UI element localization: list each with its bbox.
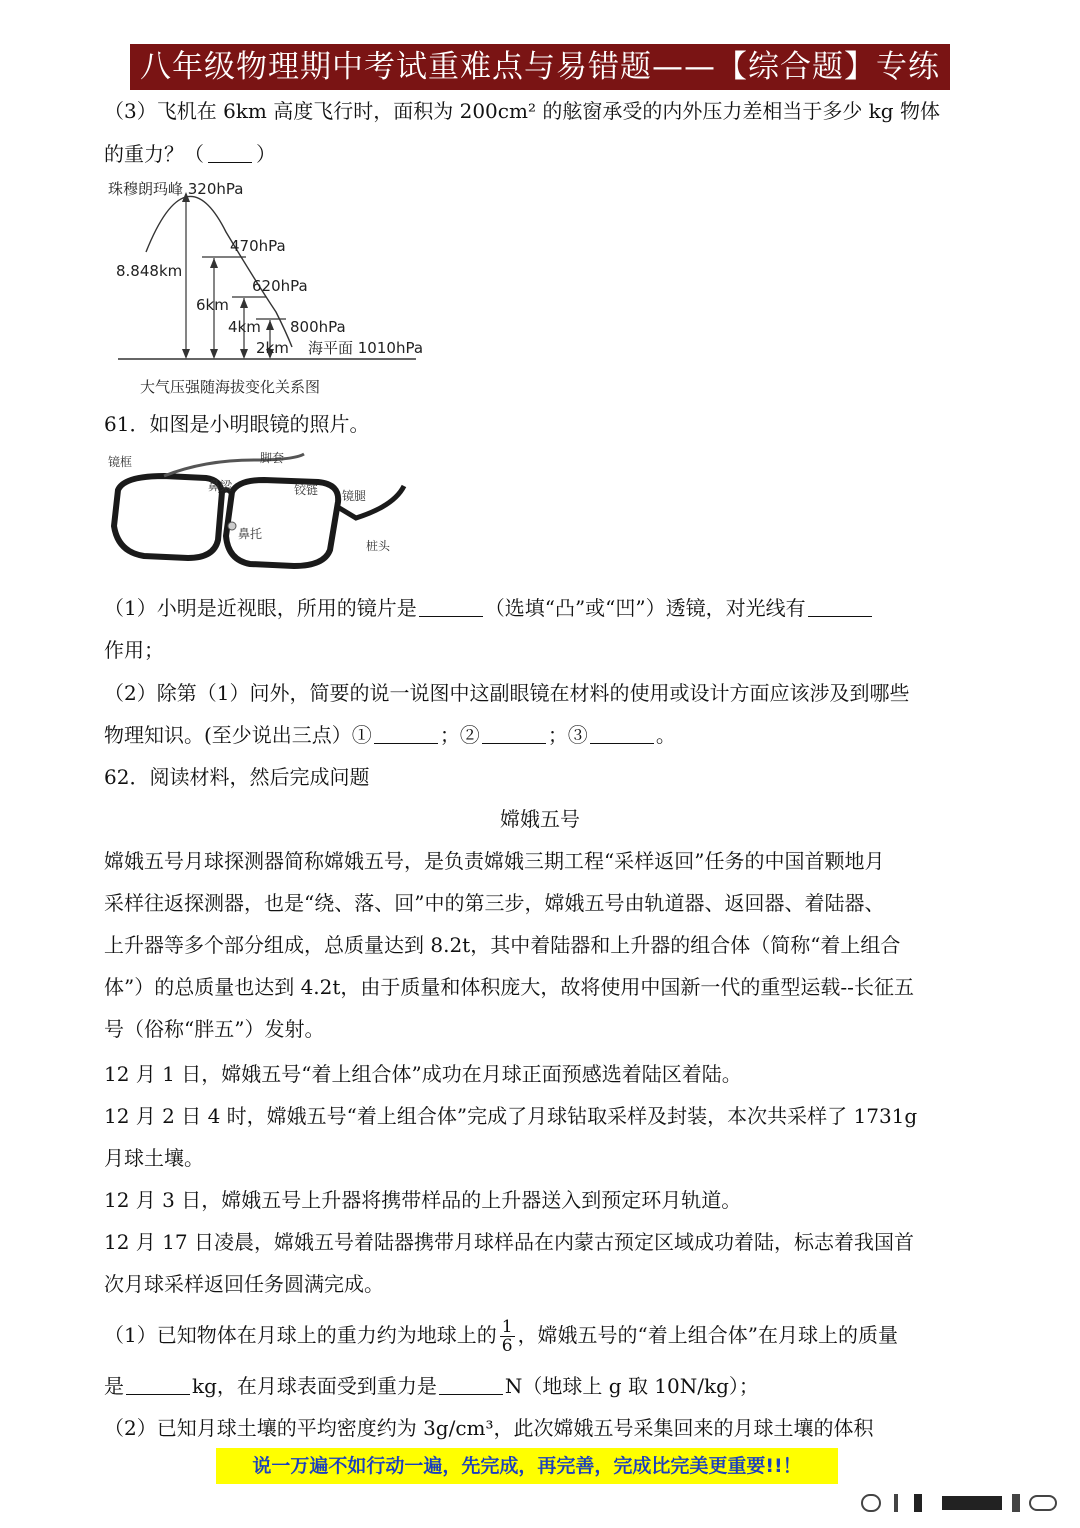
right-lens-frame — [226, 480, 338, 566]
q62-event-line5: 12 月 17 日凌晨，嫦娥五号着陆器携带月球样品在内蒙古预定区域成功着陆，标志着我国首 — [104, 1230, 914, 1254]
q62-event-line3: 月球土壤。 — [104, 1146, 204, 1170]
label-endpiece: 桩头 — [366, 539, 391, 553]
q62-part1-text-e: N（地球上 g 取 10N/kg）； — [504, 1374, 759, 1398]
fraction-one-sixth — [500, 1318, 515, 1355]
q60-part3-line2-end: ） — [256, 142, 276, 166]
bar-icon[interactable] — [942, 1496, 1002, 1510]
label-peak: 珠穆朗玛峰 320hPa — [108, 180, 244, 198]
label-6km: 6km — [196, 296, 229, 314]
fraction-numerator: 1 — [501, 1317, 513, 1337]
q60-part3-line2 — [104, 140, 276, 168]
viewer-toolbar — [852, 1490, 1060, 1516]
pressure-altitude-figure — [106, 172, 436, 400]
left-lens-frame — [114, 476, 222, 558]
q61-part2-text-a: 物理知识。(至少说出三点）① — [104, 723, 372, 747]
nose-pad — [228, 522, 236, 530]
fraction-denominator: 6 — [501, 1336, 513, 1356]
q62-article-title: 嫦娥五号 — [500, 807, 580, 831]
answer-blank[interactable] — [208, 142, 252, 163]
figure-caption: 大气压强随海拔变化关系图 — [140, 378, 321, 396]
arrow-head-down — [210, 349, 218, 359]
answer-blank[interactable] — [126, 1374, 190, 1395]
motto-banner: 说一万遍不如行动一遍，先完成，再完善，完成比完美更重要!!！ — [216, 1448, 838, 1484]
label-4km: 4km — [228, 318, 261, 336]
q61-part1-line2: 作用； — [104, 638, 164, 662]
label-470: 470hPa — [230, 237, 286, 255]
q62-part1-text-b: ，嫦娥五号的“着上组合体”在月球上的质量 — [517, 1323, 899, 1347]
q62-part1-text-c: 是 — [104, 1374, 124, 1398]
q62-para-line1: 嫦娥五号月球探测器简称嫦娥五号，是负责嫦娥三期工程“采样返回”任务的中国首颗地月 — [104, 849, 885, 873]
label-hinge: 铰链 — [294, 483, 319, 497]
arrow-head-up — [240, 298, 248, 308]
toggle-icon[interactable] — [1030, 1496, 1056, 1510]
q62-part2-line: （2）已知月球土壤的平均密度约为 3g/cm³，此次嫦娥五号采集回来的月球土壤的体积 — [104, 1416, 874, 1440]
q61-part2-text-b: ；② — [439, 723, 480, 747]
q62-part1-line2 — [104, 1372, 759, 1400]
q61-part1-text-a: （1）小明是近视眼，所用的镜片是 — [104, 596, 417, 620]
q62-stem: 62．阅读材料，然后完成问题 — [104, 765, 370, 789]
label-bridge: 鼻梁 — [208, 479, 233, 493]
q60-part3-line1: （3）飞机在 6km 高度飞行时，面积为 200cm² 的舷窗承受的内外压力差相当于多少 kg 物体 — [104, 99, 940, 123]
q62-para-line2: 采样往返探测器，也是“绕、落、回”中的第三步，嫦娥五号由轨道器、返回器、着陆器、 — [104, 891, 885, 915]
arrow-head-down — [240, 349, 248, 359]
q62-part1-text-a: （1）已知物体在月球上的重力约为地球上的 — [104, 1323, 497, 1347]
q61-part1-text-b: （选填“凸”或“凹”）透镜，对光线有 — [484, 596, 806, 620]
label-8848km: 8.848km — [116, 262, 183, 280]
q62-para-line5: 号（俗称“胖五”）发射。 — [104, 1017, 325, 1041]
bar-icon[interactable] — [1012, 1494, 1020, 1512]
q61-part2-text-c: ；③ — [547, 723, 588, 747]
answer-blank[interactable] — [374, 723, 438, 744]
answer-blank[interactable] — [482, 723, 546, 744]
q61-stem: 61．如图是小明眼镜的照片。 — [104, 412, 370, 436]
q62-para-line4: 体”）的总质量也达到 4.2t，由于质量和体积庞大，故将使用中国新一代的重型运载--长征五 — [104, 975, 914, 999]
q62-event-line1: 12 月 1 日，嫦娥五号“着上组合体”成功在月球正面预感选着陆区着陆。 — [104, 1062, 742, 1086]
bar-icon[interactable] — [914, 1494, 922, 1512]
answer-blank[interactable] — [419, 596, 483, 617]
label-2km: 2km — [256, 339, 289, 357]
q62-event-line4: 12 月 3 日，嫦娥五号上升器将携带样品的上升器送入到预定环月轨道。 — [104, 1188, 742, 1212]
toggle-icon[interactable] — [862, 1495, 880, 1511]
q62-event-line6: 次月球采样返回任务圆满完成。 — [104, 1272, 384, 1296]
label-temple: 镜腿 — [342, 489, 367, 503]
bar-icon[interactable] — [894, 1494, 898, 1512]
label-sea-level: 海平面 1010hPa — [308, 339, 424, 357]
label-sleeve: 脚套 — [260, 451, 285, 465]
answer-blank[interactable] — [590, 723, 654, 744]
label-nosepad: 鼻托 — [238, 527, 263, 541]
glasses-figure — [104, 446, 416, 576]
page-title-banner: 八年级物理期中考试重难点与易错题——【综合题】专练 — [130, 44, 950, 90]
q62-part1-text-d: kg，在月球表面受到重力是 — [192, 1374, 437, 1398]
q62-event-line2: 12 月 2 日 4 时，嫦娥五号“着上组合体”完成了月球钻取采样及封装，本次共采样了 1731g — [104, 1104, 918, 1128]
q61-part2-line1: （2）除第（1）问外，简要的说一说图中这副眼镜在材料的使用或设计方面应该涉及到哪些 — [104, 681, 910, 705]
label-800: 800hPa — [290, 318, 346, 336]
q61-part1-line1 — [104, 594, 874, 622]
arrow-head-up — [210, 258, 218, 268]
label-620: 620hPa — [252, 277, 308, 295]
arrow-head-down — [182, 349, 190, 359]
answer-blank[interactable] — [808, 596, 872, 617]
arrow-head-down — [266, 320, 274, 330]
q62-part1-line1 — [104, 1318, 898, 1355]
q61-part2-text-d: 。 — [655, 723, 676, 747]
q62-para-line3: 上升器等多个部分组成，总质量达到 8.2t，其中着陆器和上升器的组合体（简称“着上组合 — [104, 933, 901, 957]
q60-part3-line2-text: 的重力？（ — [104, 142, 204, 166]
label-frame: 镜框 — [108, 455, 133, 469]
answer-blank[interactable] — [439, 1374, 503, 1395]
q61-part2-line2 — [104, 721, 676, 749]
